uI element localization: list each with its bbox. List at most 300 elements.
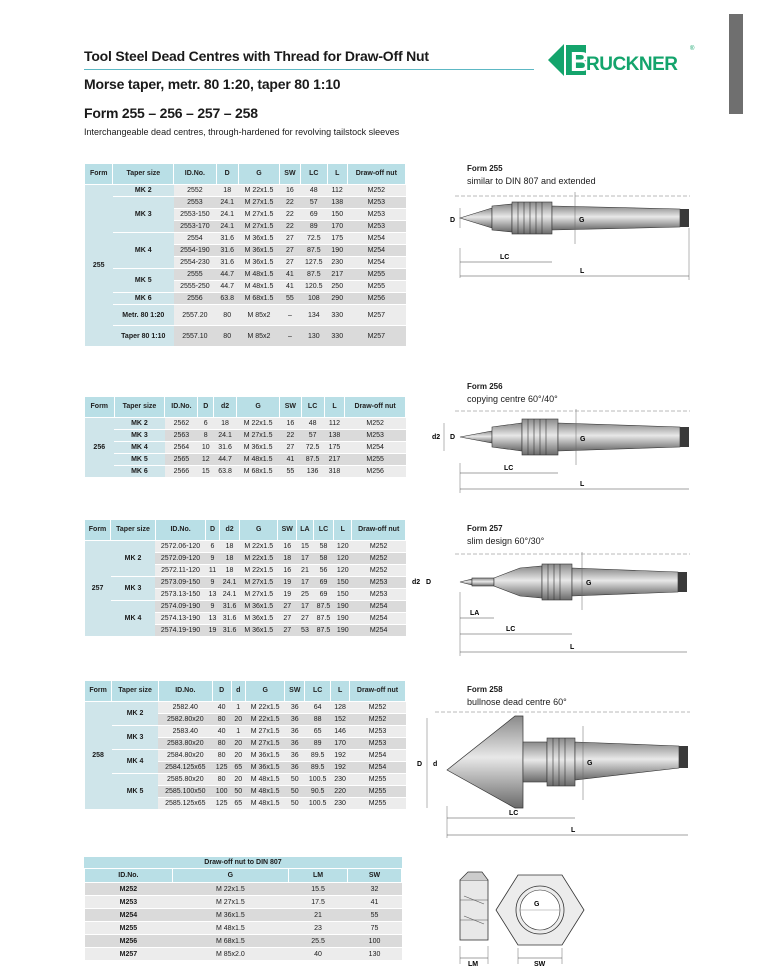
- table-cell: 318: [324, 466, 345, 478]
- table-cell: 2583.40: [158, 726, 212, 738]
- table-cell: M254: [85, 909, 173, 922]
- table-cell: 80: [216, 326, 238, 347]
- table-cell: 89: [305, 738, 331, 750]
- table-cell: 11: [206, 565, 220, 577]
- table-cell: 57: [301, 430, 324, 442]
- table-cell: M 27x1.5: [245, 738, 285, 750]
- table-cell: M253: [85, 896, 173, 909]
- figure-258-drawing: [405, 708, 700, 840]
- table-cell: 190: [334, 613, 352, 625]
- table-cell: 89.5: [305, 762, 331, 774]
- table-cell: 2564: [165, 442, 198, 454]
- table-cell: 2583.80x20: [158, 738, 212, 750]
- col-sw: SW: [280, 397, 301, 418]
- table-cell: M 68x1.5: [172, 935, 288, 948]
- table-row: [85, 466, 406, 478]
- table-cell: M257: [347, 305, 405, 326]
- table-cell: 2555: [174, 269, 216, 281]
- table-cell: 20: [231, 774, 245, 786]
- table-cell: M253: [347, 209, 405, 221]
- table-cell: M252: [350, 702, 406, 714]
- table-cell: 27: [278, 625, 297, 637]
- table-cell: M 27x1.5: [240, 589, 278, 601]
- table-cell: 192: [331, 762, 350, 774]
- table-cell: 136: [301, 466, 324, 478]
- table-form-255: [84, 163, 406, 347]
- dim-lm-label: LM: [468, 961, 479, 968]
- table-cell: 57: [300, 197, 327, 209]
- table-cell: 2584.125x65: [158, 762, 212, 774]
- table-cell: M 68x1.5: [237, 466, 280, 478]
- table-cell: 36: [285, 702, 305, 714]
- table-cell: 50: [285, 798, 305, 810]
- col-l: L: [327, 164, 347, 185]
- table-cell: 27: [280, 245, 301, 257]
- table-cell: 12: [198, 454, 213, 466]
- table-cell: 190: [327, 245, 347, 257]
- table-cell: 55: [280, 466, 301, 478]
- table-cell: 31.6: [213, 442, 236, 454]
- table-cell: 1: [231, 726, 245, 738]
- table-cell: M255: [350, 774, 406, 786]
- table-row: [85, 577, 406, 589]
- col-sw: SW: [278, 520, 297, 541]
- table-cell: 48: [301, 418, 324, 430]
- table-cell: M252: [350, 714, 406, 726]
- col-taper: Taper size: [112, 681, 159, 702]
- table-cell: 2573.09-150: [155, 577, 205, 589]
- table-cell: 18: [213, 418, 236, 430]
- table-cell: M 48x1.5: [245, 786, 285, 798]
- svg-text:®: ®: [690, 46, 695, 52]
- table-cell: 75: [348, 922, 402, 935]
- table-cell: 138: [324, 430, 345, 442]
- table-cell: 80: [212, 750, 231, 762]
- table-cell: 22: [280, 209, 301, 221]
- table-cell: 80: [212, 738, 231, 750]
- figure-258-title: Form 258: [467, 685, 503, 694]
- table-cell: 72.5: [301, 442, 324, 454]
- table-cell: 230: [327, 257, 347, 269]
- table-cell: 16: [278, 541, 297, 553]
- dim-lc-label: LC: [504, 465, 514, 472]
- table-cell: 31.6: [219, 625, 239, 637]
- table-cell: 2572.06-120: [155, 541, 205, 553]
- table-cell: 2553-170: [174, 221, 216, 233]
- table-cell: M 36x1.5: [240, 613, 278, 625]
- table-cell: 55: [348, 909, 402, 922]
- table-cell: M256: [345, 466, 406, 478]
- table-cell: 65: [231, 762, 245, 774]
- table-cell: 22: [280, 197, 301, 209]
- table-cell: M253: [350, 738, 406, 750]
- col-d2: d2: [219, 520, 239, 541]
- table-cell: M255: [85, 922, 173, 935]
- table-cell: M257: [85, 948, 173, 961]
- table-cell: 16: [278, 565, 297, 577]
- figure-256-subtitle: copying centre 60°/40°: [467, 394, 558, 404]
- table-cell: 36: [285, 738, 305, 750]
- dim-l-label: L: [580, 268, 585, 275]
- table-cell: 125: [212, 798, 231, 810]
- table-cell: M 22x1.5: [240, 553, 278, 565]
- table-cell: 175: [327, 233, 347, 245]
- table-cell: 2574.19-190: [155, 625, 205, 637]
- col-form: Form: [85, 681, 112, 702]
- dim-g-label: G: [586, 580, 592, 587]
- table-cell: 130: [348, 948, 402, 961]
- col-sw: SW: [285, 681, 305, 702]
- table-cell: 128: [331, 702, 350, 714]
- table-cell: 36: [285, 762, 305, 774]
- table-cell: M 27x1.5: [238, 221, 279, 233]
- table-cell: 65: [231, 798, 245, 810]
- form-label: 255: [85, 185, 113, 347]
- table-cell: M 85x2.0: [172, 948, 288, 961]
- table-cell: MK 6: [114, 466, 165, 478]
- table-row: [85, 750, 406, 762]
- table-cell: 100.5: [305, 798, 331, 810]
- taper-label: Taper 80 1:10: [113, 326, 174, 347]
- table-cell: 170: [331, 738, 350, 750]
- table-cell: –: [280, 305, 301, 326]
- col-g: G: [172, 869, 288, 883]
- figure-258-subtitle: bullnose dead centre 60°: [467, 697, 567, 707]
- table-cell: 44.7: [216, 281, 238, 293]
- figure-257-drawing: [410, 548, 700, 662]
- table-cell: M255: [350, 786, 406, 798]
- table-cell: M253: [345, 430, 406, 442]
- table-cell: 15.5: [289, 883, 348, 896]
- table-cell: 2553-150: [174, 209, 216, 221]
- table-cell: 120.5: [300, 281, 327, 293]
- table-cell: 80: [216, 305, 238, 326]
- table-cell: M 36x1.5: [238, 257, 279, 269]
- col-la: LA: [297, 520, 314, 541]
- table-cell: 2585.80x20: [158, 774, 212, 786]
- table-cell: 69: [300, 209, 327, 221]
- page-subtitle: Morse taper, metr. 80 1:20, taper 80 1:10: [84, 76, 341, 92]
- table-cell: 150: [334, 577, 352, 589]
- table-cell: M252: [352, 553, 406, 565]
- table-cell: 27: [280, 257, 301, 269]
- table-cell: 87.5: [313, 613, 333, 625]
- table-cell: 9: [206, 601, 220, 613]
- table-cell: M 27x1.5: [238, 197, 279, 209]
- table-cell: M 36x1.5: [237, 442, 280, 454]
- table-cell: 63.8: [213, 466, 236, 478]
- table-form-257: [84, 519, 406, 637]
- table-cell: 55: [280, 293, 301, 305]
- table-cell: 31.6: [216, 233, 238, 245]
- table-cell: 2585.100x50: [158, 786, 212, 798]
- table-cell: 2574.09-190: [155, 601, 205, 613]
- table-cell: M 22x1.5: [172, 883, 288, 896]
- table-cell: MK 4: [114, 442, 165, 454]
- table-row: [85, 430, 406, 442]
- dim-lc-label: LC: [506, 626, 516, 633]
- dim-g-label: G: [587, 760, 593, 767]
- table-cell: M254: [347, 245, 405, 257]
- table-cell: 17: [297, 601, 314, 613]
- form-label: 258: [85, 702, 112, 810]
- table-cell: 87.5: [313, 601, 333, 613]
- table-cell: 2557.10: [174, 326, 216, 347]
- table-row: [85, 326, 406, 347]
- figure-257-subtitle: slim design 60°/30°: [467, 536, 545, 546]
- table-cell: 130: [300, 326, 327, 347]
- table-cell: M254: [350, 750, 406, 762]
- table-row: [85, 909, 402, 922]
- table-cell: 138: [327, 197, 347, 209]
- table-cell: M252: [352, 541, 406, 553]
- table-cell: 2585.125x65: [158, 798, 212, 810]
- table-cell: M256: [85, 935, 173, 948]
- table-cell: M 36x1.5: [238, 245, 279, 257]
- table-cell: M255: [350, 798, 406, 810]
- table-cell: 24.1: [219, 577, 239, 589]
- table-cell: 40: [212, 726, 231, 738]
- table-cell: M 36x1.5: [240, 601, 278, 613]
- col-d: D: [198, 397, 213, 418]
- table-cell: 44.7: [213, 454, 236, 466]
- col-d: D: [212, 681, 231, 702]
- table-cell: M254: [352, 625, 406, 637]
- table-cell: 27: [278, 613, 297, 625]
- figure-257-title: Form 257: [467, 524, 503, 533]
- figure-256-title: Form 256: [467, 382, 503, 391]
- table-cell: 127.5: [300, 257, 327, 269]
- table-cell: M254: [352, 601, 406, 613]
- table-cell: 24.1: [216, 209, 238, 221]
- table-cell: MK 4: [111, 601, 156, 637]
- table-cell: 65: [305, 726, 331, 738]
- table-cell: 87.5: [300, 245, 327, 257]
- table-cell: 41: [348, 896, 402, 909]
- table-cell: 120: [334, 553, 352, 565]
- table-cell: 150: [327, 209, 347, 221]
- table-cell: 2566: [165, 466, 198, 478]
- table-row: [85, 922, 402, 935]
- table-cell: 80: [212, 774, 231, 786]
- figure-255-drawing: [440, 188, 700, 288]
- table-cell: 152: [331, 714, 350, 726]
- page-title: Tool Steel Dead Centres with Thread for Draw-Off Nut: [84, 48, 429, 64]
- table-cell: 2562: [165, 418, 198, 430]
- dim-g-label: G: [534, 901, 540, 908]
- table-cell: 134: [300, 305, 327, 326]
- table-cell: 2555-250: [174, 281, 216, 293]
- table-cell: 20: [231, 750, 245, 762]
- table-cell: M 22x1.5: [240, 541, 278, 553]
- table-cell: M253: [347, 197, 405, 209]
- dim-l-label: L: [580, 481, 585, 488]
- table-cell: 18: [219, 541, 239, 553]
- table-cell: MK 2: [114, 418, 165, 430]
- col-nut: Draw-off nut: [347, 164, 405, 185]
- table-cell: 18: [219, 565, 239, 577]
- page-edge-tab: [729, 14, 743, 114]
- drawoff-nut-drawing: [450, 860, 600, 970]
- table-cell: 2553: [174, 197, 216, 209]
- table-row: [85, 935, 402, 948]
- table-cell: 25: [297, 589, 314, 601]
- table-row: [85, 442, 406, 454]
- table-cell: MK 5: [112, 774, 159, 810]
- table-cell: 217: [324, 454, 345, 466]
- col-nut: Draw-off nut: [350, 681, 406, 702]
- taper-label: MK 6: [113, 293, 174, 305]
- table-cell: MK 2: [111, 541, 156, 577]
- table-cell: 217: [327, 269, 347, 281]
- table-cell: 230: [331, 798, 350, 810]
- col-id: ID.No.: [174, 164, 216, 185]
- table-cell: 31.6: [216, 257, 238, 269]
- table-cell: M 48x1.5: [245, 774, 285, 786]
- table-row: [85, 454, 406, 466]
- table-cell: 13: [206, 613, 220, 625]
- table-cell: 63.8: [216, 293, 238, 305]
- table-cell: M254: [352, 613, 406, 625]
- table-cell: M254: [347, 257, 405, 269]
- table-cell: MK 4: [112, 750, 159, 774]
- table-cell: M257: [347, 326, 405, 347]
- table-cell: 21: [289, 909, 348, 922]
- dim-l-label: L: [571, 827, 576, 834]
- table-row: [85, 948, 402, 961]
- table-cell: 175: [324, 442, 345, 454]
- figure-256-drawing: [430, 405, 700, 497]
- table-cell: 53: [297, 625, 314, 637]
- form-label: 256: [85, 418, 115, 478]
- table-cell: 27: [278, 601, 297, 613]
- table-cell: 2572.09-120: [155, 553, 205, 565]
- table-cell: M 36x1.5: [245, 750, 285, 762]
- table-cell: 69: [313, 589, 333, 601]
- taper-label: Metr. 80 1:20: [113, 305, 174, 326]
- table-cell: 19: [278, 589, 297, 601]
- table-cell: 2557.20: [174, 305, 216, 326]
- table-cell: 22: [280, 430, 301, 442]
- table-cell: 20: [231, 738, 245, 750]
- table-row: [85, 702, 406, 714]
- table-cell: 100.5: [305, 774, 331, 786]
- table-form-256: [84, 396, 406, 478]
- table-cell: 31.6: [216, 245, 238, 257]
- table-cell: 112: [324, 418, 345, 430]
- table-cell: 24.1: [219, 589, 239, 601]
- dim-sw-label: SW: [534, 961, 546, 968]
- table-cell: 20: [231, 714, 245, 726]
- taper-label: MK 2: [113, 185, 174, 197]
- table-row: [85, 269, 406, 281]
- table-cell: 24.1: [216, 221, 238, 233]
- form-label: 257: [85, 541, 111, 637]
- col-lc: LC: [305, 681, 331, 702]
- table-cell: 2554: [174, 233, 216, 245]
- table-row: [85, 541, 406, 553]
- table-cell: 230: [331, 774, 350, 786]
- table-cell: 25.5: [289, 935, 348, 948]
- table-cell: 2565: [165, 454, 198, 466]
- table-cell: M253: [347, 221, 405, 233]
- table-cell: 2582.40: [158, 702, 212, 714]
- table-cell: M 48x1.5: [172, 922, 288, 935]
- bruckner-logo: [548, 40, 698, 80]
- table-cell: M256: [347, 293, 405, 305]
- table-cell: 27: [297, 613, 314, 625]
- col-lc: LC: [313, 520, 333, 541]
- table-cell: M 22x1.5: [245, 702, 285, 714]
- col-l: L: [331, 681, 350, 702]
- table-cell: 40: [212, 702, 231, 714]
- table-cell: 13: [206, 589, 220, 601]
- table-cell: M254: [350, 762, 406, 774]
- table-cell: 16: [280, 185, 301, 197]
- table-cell: 80: [212, 714, 231, 726]
- table-cell: 87.5: [300, 269, 327, 281]
- table-cell: 89: [300, 221, 327, 233]
- table-cell: 190: [334, 601, 352, 613]
- table-cell: 69: [313, 577, 333, 589]
- table-cell: MK 5: [114, 454, 165, 466]
- table-cell: 120: [334, 541, 352, 553]
- table-cell: 2556: [174, 293, 216, 305]
- table-cell: 18: [219, 553, 239, 565]
- table-cell: M 36x1.5: [245, 762, 285, 774]
- intro-text: Interchangeable dead centres, through-hardened for revolving tailstock sleeves: [84, 127, 400, 137]
- col-taper: Taper size: [111, 520, 156, 541]
- table-row: [85, 305, 406, 326]
- col-nut: Draw-off nut: [352, 520, 406, 541]
- table-cell: 41: [280, 454, 301, 466]
- table-cell: 9: [206, 577, 220, 589]
- table-cell: M255: [345, 454, 406, 466]
- table-cell: 6: [198, 418, 213, 430]
- table-cell: 90.5: [305, 786, 331, 798]
- table-cell: 220: [331, 786, 350, 798]
- col-g: G: [245, 681, 285, 702]
- table-cell: 1: [231, 702, 245, 714]
- table-cell: M253: [350, 726, 406, 738]
- table-cell: 41: [280, 269, 301, 281]
- col-lc: LC: [301, 397, 324, 418]
- col-g: G: [240, 520, 278, 541]
- table-cell: 18: [216, 185, 238, 197]
- col-small-d: d: [231, 681, 245, 702]
- table-form-258: [84, 680, 406, 810]
- table-cell: MK 2: [112, 702, 159, 726]
- col-g: G: [238, 164, 279, 185]
- col-id: ID.No.: [155, 520, 205, 541]
- table-cell: 120: [334, 565, 352, 577]
- dim-l-label: L: [570, 644, 575, 651]
- table-cell: 2572.11-120: [155, 565, 205, 577]
- table-cell: 17: [297, 577, 314, 589]
- table-cell: 50: [285, 786, 305, 798]
- table-row: [85, 774, 406, 786]
- table-cell: M252: [352, 565, 406, 577]
- table-cell: 58: [313, 553, 333, 565]
- table-cell: M 22x1.5: [245, 714, 285, 726]
- table-cell: 9: [206, 553, 220, 565]
- table-cell: M 22x1.5: [238, 185, 279, 197]
- table-cell: M 48x1.5: [238, 281, 279, 293]
- col-sw: SW: [348, 869, 402, 883]
- table-cell: 15: [198, 466, 213, 478]
- table-cell: 170: [327, 221, 347, 233]
- table-cell: M 27x1.5: [238, 209, 279, 221]
